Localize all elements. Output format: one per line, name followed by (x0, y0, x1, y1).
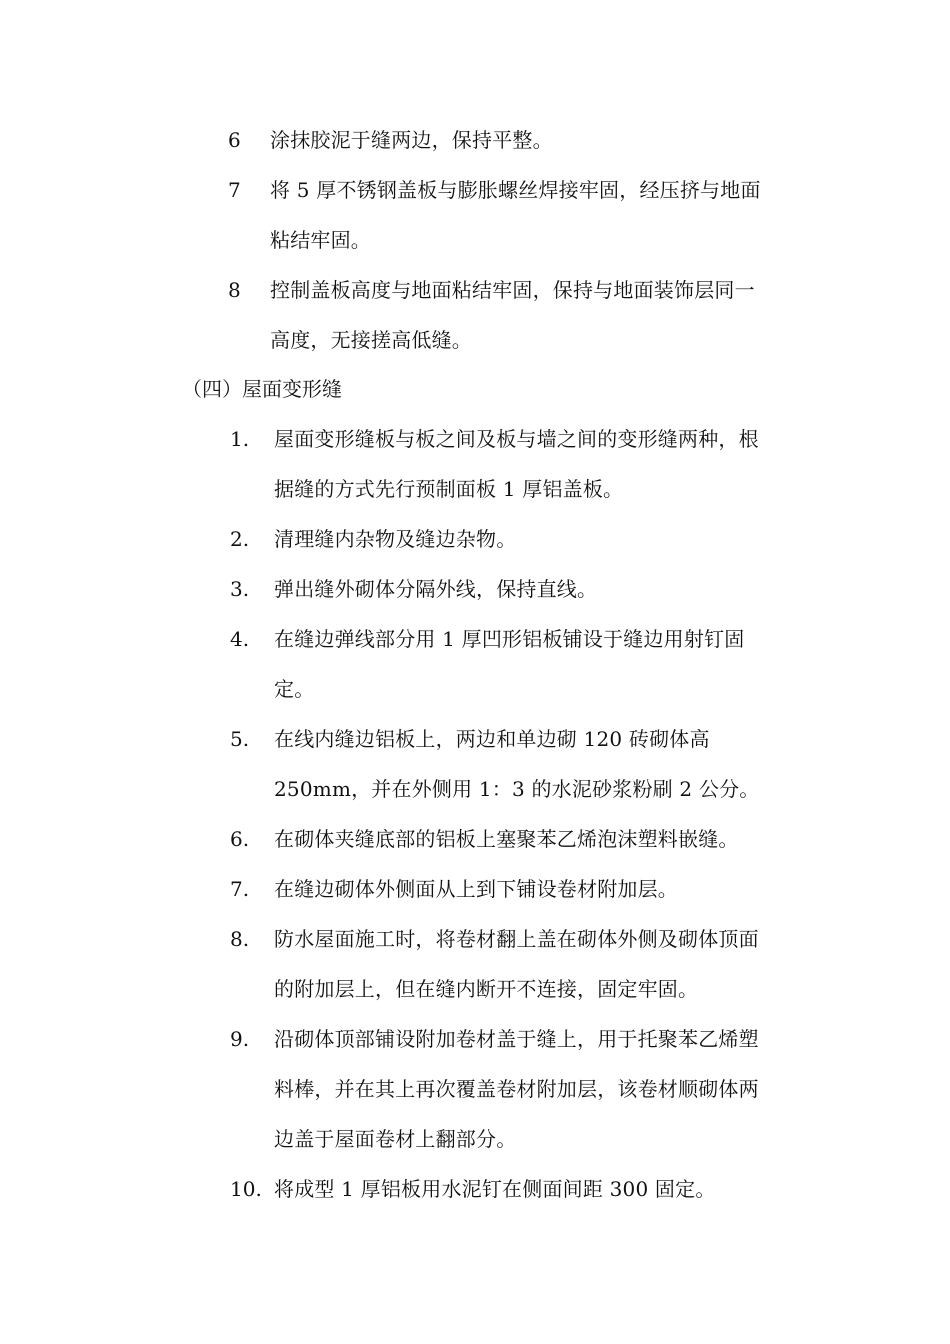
item-number: 6 (228, 128, 241, 152)
item-number: 9. (230, 1027, 250, 1051)
item-text-line: 在砌体夹缝底部的铝板上塞聚苯乙烯泡沫塑料嵌缝。 (274, 827, 739, 851)
item-text-line: 粘结牢固。 (270, 228, 371, 252)
item-text-line: 将 5 厚不锈钢盖板与膨胀螺丝焊接牢固，经压挤与地面 (270, 178, 761, 202)
item-text-line: 的附加层上，但在缝内断开不连接，固定牢固。 (274, 977, 699, 1001)
item-text-line: 沿砌体顶部铺设附加卷材盖于缝上，用于托聚苯乙烯塑 (274, 1027, 759, 1051)
item-text-line: 定。 (274, 677, 315, 701)
item-text-line: 据缝的方式先行预制面板 1 厚铝盖板。 (274, 477, 624, 501)
item-text-line: 250mm，并在外侧用 1：3 的水泥砂浆粉刷 2 公分。 (274, 777, 760, 801)
item-number: 8 (228, 278, 241, 302)
item-number: 1. (230, 427, 250, 451)
item-number: 6. (230, 827, 250, 851)
item-text-line: 弹出缝外砌体分隔外线，保持直线。 (274, 577, 598, 601)
item-text-line: 高度，无接搓高低缝。 (270, 328, 472, 352)
item-number: 10. (230, 1177, 262, 1201)
item-text-line: 涂抹胶泥于缝两边，保持平整。 (270, 128, 553, 152)
item-number: 5. (230, 727, 250, 751)
item-number: 2. (230, 527, 250, 551)
item-number: 4. (230, 627, 250, 651)
item-number: 7 (228, 178, 241, 202)
item-text-line: 边盖于屋面卷材上翻部分。 (274, 1127, 517, 1151)
item-text-line: 在缝边砌体外侧面从上到下铺设卷材附加层。 (274, 877, 678, 901)
section-heading: （四）屋面变形缝 (182, 377, 342, 401)
item-text-line: 在线内缝边铝板上，两边和单边砌 120 砖砌体高 (274, 727, 710, 751)
item-text-line: 料棒，并在其上再次覆盖卷材附加层，该卷材顺砌体两 (274, 1077, 759, 1101)
item-number: 8. (230, 927, 250, 951)
item-text-line: 防水屋面施工时，将卷材翻上盖在砌体外侧及砌体顶面 (274, 927, 759, 951)
item-text-line: 在缝边弹线部分用 1 厚凹形铝板铺设于缝边用射钉固 (274, 627, 745, 651)
item-text-line: 清理缝内杂物及缝边杂物。 (274, 527, 517, 551)
item-number: 3. (230, 577, 250, 601)
item-text-line: 将成型 1 厚铝板用水泥钉在侧面间距 300 固定。 (274, 1177, 716, 1201)
item-text-line: 屋面变形缝板与板之间及板与墙之间的变形缝两种，根 (274, 427, 759, 451)
item-number: 7. (230, 877, 250, 901)
item-text-line: 控制盖板高度与地面粘结牢固，保持与地面装饰层同一 (270, 278, 755, 302)
